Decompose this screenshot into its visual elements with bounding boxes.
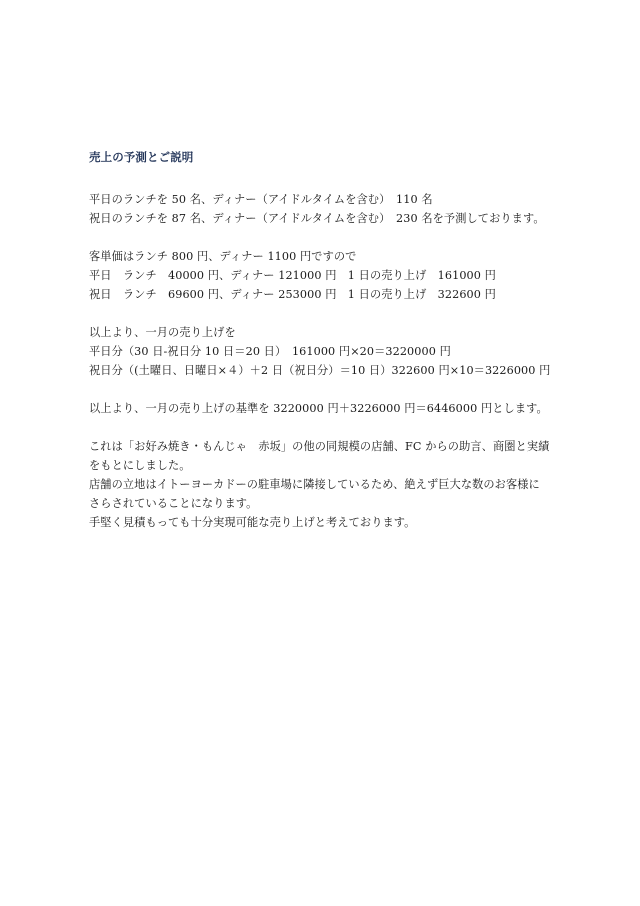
spacer bbox=[89, 228, 609, 247]
text-line: 客単価はランチ 800 円、ディナー 1100 円ですので bbox=[89, 250, 357, 263]
text-line: 手堅く見積もっても十分実現可能な売り上げと考えております。 bbox=[89, 516, 416, 529]
text-line: をもとにしました。 bbox=[89, 459, 191, 472]
paragraph-unit-price bbox=[89, 247, 609, 304]
text-line: 店舗の立地はイトーヨーカドーの駐車場に隣接しているため、絶えず巨大な数のお客様に bbox=[89, 478, 540, 491]
paragraph-monthly-total bbox=[89, 399, 609, 418]
spacer bbox=[89, 380, 609, 399]
text-line: 平日分（30 日‐祝日分 10 日＝20 日） 161000 円×20＝3220000 円 bbox=[89, 345, 451, 358]
text-line: 以上より、一月の売り上げを bbox=[89, 326, 236, 339]
spacer bbox=[89, 304, 609, 323]
paragraph-forecast-customers bbox=[89, 190, 609, 228]
text-line: 平日 ランチ 40000 円、ディナー 121000 円 1 日の売り上げ 161000 円 bbox=[89, 269, 496, 282]
spacer bbox=[89, 418, 609, 437]
text-line: 平日のランチを 50 名、ディナー（アイドルタイムを含む） 110 名 bbox=[89, 193, 433, 206]
text-line: 祝日 ランチ 69600 円、ディナー 253000 円 1 日の売り上げ 322600 円 bbox=[89, 288, 496, 301]
spacer bbox=[89, 167, 609, 190]
text-line: 祝日のランチを 87 名、ディナー（アイドルタイムを含む） 230 名を予測しております。 bbox=[89, 212, 545, 225]
text-line: 以上より、一月の売り上げの基準を 3220000 円＋3226000 円＝6446000 円とします。 bbox=[89, 402, 548, 415]
paragraph-basis bbox=[89, 437, 609, 532]
document-body bbox=[89, 148, 609, 532]
text-line: 祝日分（(土曜日、日曜日×４）＋2 日（祝日分）＝10 日）322600 円×10＝3226000 円 bbox=[89, 364, 551, 377]
page-title: 売上の予測とご説明 bbox=[89, 150, 194, 164]
paragraph-monthly-calc bbox=[89, 323, 609, 380]
text-line: さらされていることになります。 bbox=[89, 497, 258, 510]
text-line: これは「お好み焼き・もんじゃ 赤坂」の他の同規模の店舗、FC からの助言、商圏と実績 bbox=[89, 440, 550, 453]
